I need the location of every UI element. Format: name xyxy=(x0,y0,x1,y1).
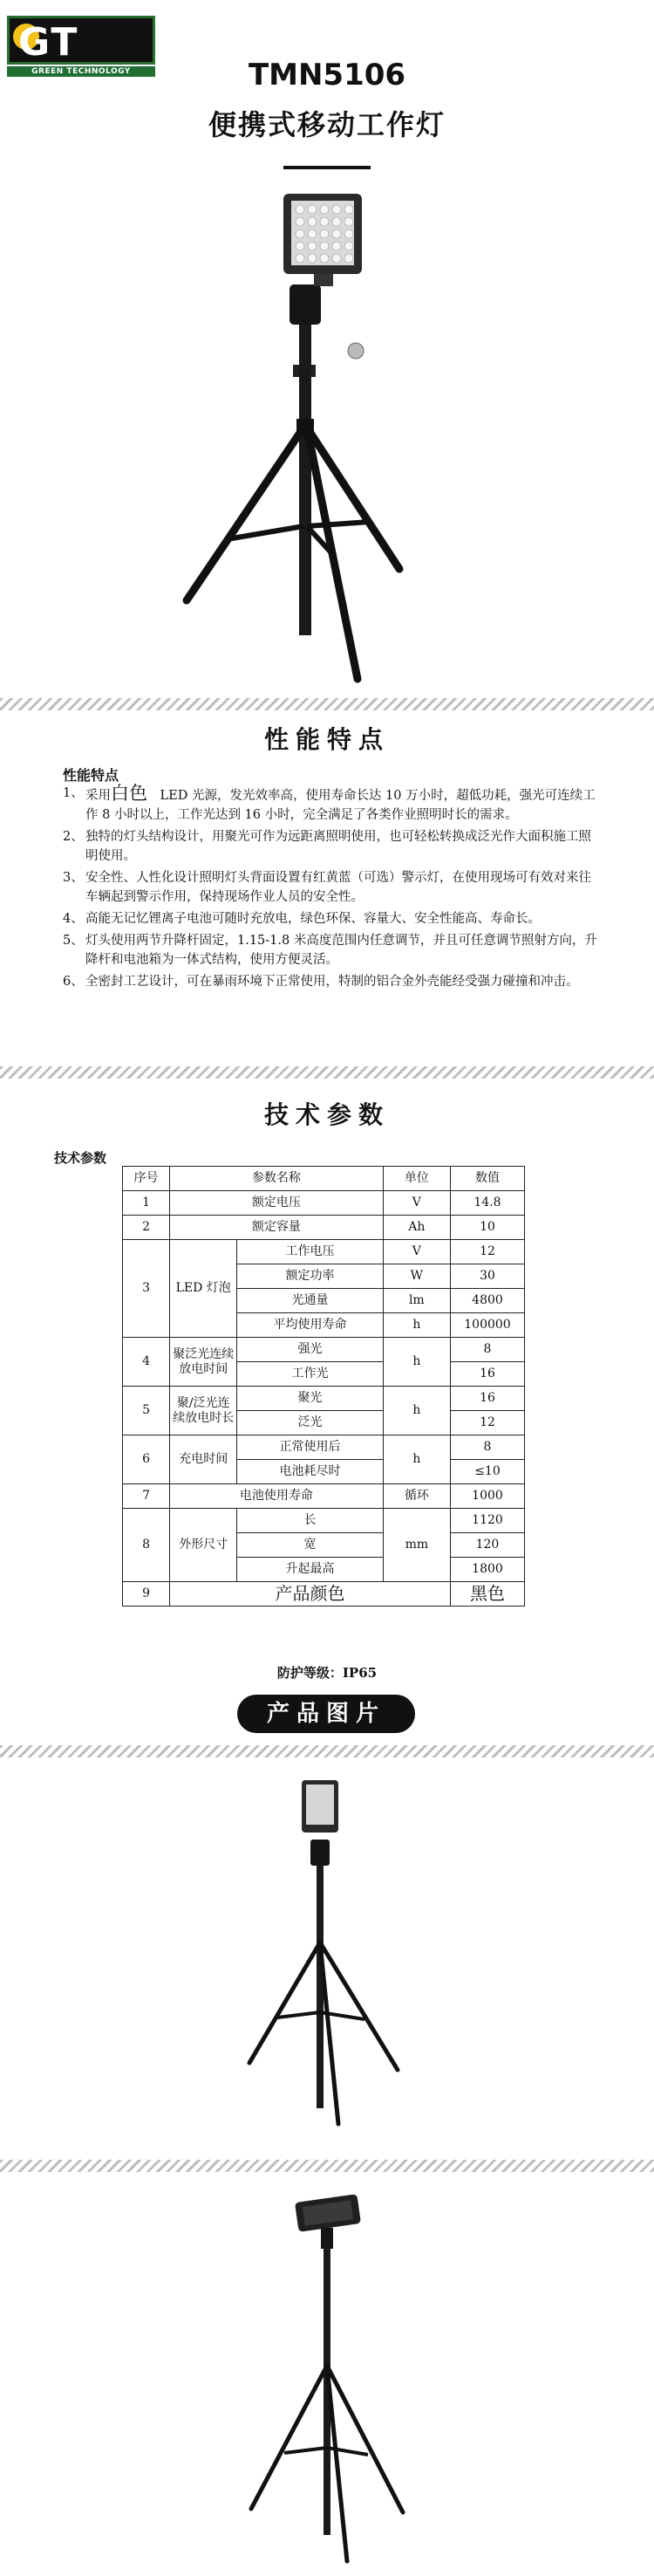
list-item xyxy=(63,909,602,928)
section-divider xyxy=(0,1745,654,1757)
table-cell: 3 xyxy=(123,1240,170,1338)
table-cell: 1 xyxy=(123,1191,170,1216)
table-cell: 宽 xyxy=(237,1533,383,1558)
table-cell: 循环 xyxy=(383,1484,450,1509)
emphasis-word: 白色 xyxy=(111,783,147,804)
table-cell: 2 xyxy=(123,1216,170,1240)
table-cell: W xyxy=(383,1264,450,1289)
list-item xyxy=(63,827,602,866)
table-row xyxy=(123,1435,525,1460)
section-divider xyxy=(0,698,654,710)
section-divider xyxy=(0,2160,654,2172)
table-cell: 电池使用寿命 xyxy=(170,1484,384,1509)
table-cell: 120 xyxy=(450,1533,524,1558)
table-cell: 正常使用后 xyxy=(237,1435,383,1460)
item-text: 全密封工艺设计，可在暴雨环境下正常使用，特制的铝合金外壳能经受强力碰撞和冲击。 xyxy=(85,975,579,989)
gallery-title: 产品图片 xyxy=(237,1695,415,1733)
table-cell: 4 xyxy=(123,1338,170,1387)
table-cell: 1800 xyxy=(450,1558,524,1582)
table-row xyxy=(123,1216,525,1240)
item-number: 6、 xyxy=(63,975,84,989)
table-cell: 光通量 xyxy=(237,1289,383,1313)
product-photo-2 xyxy=(244,2195,410,2566)
table-cell: ≤10 xyxy=(450,1460,524,1484)
section-divider xyxy=(0,1066,654,1079)
table-cell: 工作电压 xyxy=(237,1240,383,1264)
table-cell: 长 xyxy=(237,1509,383,1533)
table-cell: 平均使用寿命 xyxy=(237,1313,383,1338)
item-text-prefix: 采用 xyxy=(85,789,111,803)
table-cell: 10 xyxy=(450,1216,524,1240)
table-cell: 14.8 xyxy=(450,1191,524,1216)
table-cell: h xyxy=(383,1338,450,1387)
table-cell: 产品颜色 xyxy=(170,1582,451,1607)
header-cell: 数值 xyxy=(450,1167,524,1191)
table-cell: 黑色 xyxy=(450,1582,524,1607)
table-cell: 7 xyxy=(123,1484,170,1509)
features-section-title: 性能特点 xyxy=(263,725,390,754)
title-underline xyxy=(283,166,371,169)
features-heading: 性能特点 xyxy=(63,767,119,784)
product-title: 便携式移动工作灯 xyxy=(208,108,446,141)
header-cell: 序号 xyxy=(123,1167,170,1191)
model-number: TMN5106 xyxy=(248,58,406,92)
item-number: 1、 xyxy=(63,786,84,800)
table-cell: 16 xyxy=(450,1387,524,1411)
table-cell: 30 xyxy=(450,1264,524,1289)
specs-heading: 技术参数 xyxy=(54,1150,107,1166)
table-cell: 额定功率 xyxy=(237,1264,383,1289)
table-cell: 聚泛光连续放电时间 xyxy=(170,1338,237,1387)
list-item xyxy=(63,972,602,991)
table-row xyxy=(123,1582,525,1607)
table-cell: 1000 xyxy=(450,1484,524,1509)
table-cell: lm xyxy=(383,1289,450,1313)
table-cell: 9 xyxy=(123,1582,170,1607)
item-text: 灯头使用两节升降杆固定，1.15-1.8 米高度范围内任意调节，并且可任意调节照射方向，升降杆和电池箱为一体式结构，使用方便灵活。 xyxy=(85,934,597,967)
table-cell: 电池耗尽时 xyxy=(237,1460,383,1484)
hero-lamp-image xyxy=(174,190,436,688)
table-header-row xyxy=(123,1167,525,1191)
table-cell: 100000 xyxy=(450,1313,524,1338)
item-number: 3、 xyxy=(63,871,84,885)
product-photo-1 xyxy=(244,1780,410,2129)
table-row xyxy=(123,1387,525,1411)
list-item xyxy=(63,784,602,825)
table-cell: 4800 xyxy=(450,1289,524,1313)
table-cell: 12 xyxy=(450,1240,524,1264)
features-list xyxy=(63,784,602,994)
table-cell: mm xyxy=(383,1509,450,1582)
table-cell: 聚光 xyxy=(237,1387,383,1411)
table-cell: 泛光 xyxy=(237,1411,383,1435)
list-item xyxy=(63,868,602,907)
table-cell: 工作光 xyxy=(237,1362,383,1387)
table-cell: 12 xyxy=(450,1411,524,1435)
item-text-body: LED 光源，发光效率高，使用寿命长达 10 万小时，超低功耗，强光可连续工作 8 小时以上，工作光达到 16 小时，完全满足了各类作业照明时长的需求。 xyxy=(85,789,596,822)
table-cell: 1120 xyxy=(450,1509,524,1533)
table-row xyxy=(123,1338,525,1362)
specs-section-title: 技术参数 xyxy=(263,1100,390,1129)
table-cell: h xyxy=(383,1313,450,1338)
table-cell: 聚/泛光连续放电时长 xyxy=(170,1387,237,1435)
table-cell: Ah xyxy=(383,1216,450,1240)
logo-text: GT xyxy=(18,20,79,65)
table-cell: 8 xyxy=(450,1338,524,1362)
table-cell: V xyxy=(383,1191,450,1216)
header-cell: 单位 xyxy=(383,1167,450,1191)
item-text: 安全性、人性化设计照明灯头背面设置有红黄蓝（可选）警示灯，在使用现场可有效对来往车辆起到警示作用，保持现场作业人员的安全性。 xyxy=(85,871,591,904)
table-cell: V xyxy=(383,1240,450,1264)
table-cell: 额定容量 xyxy=(170,1216,384,1240)
item-number: 2、 xyxy=(63,830,84,844)
table-cell: 强光 xyxy=(237,1338,383,1362)
table-cell: 升起最高 xyxy=(237,1558,383,1582)
table-cell: 8 xyxy=(450,1435,524,1460)
item-number: 4、 xyxy=(63,912,84,926)
table-cell: 额定电压 xyxy=(170,1191,384,1216)
item-number: 5、 xyxy=(63,934,84,948)
table-cell: 8 xyxy=(123,1509,170,1582)
table-row xyxy=(123,1484,525,1509)
list-item xyxy=(63,931,602,969)
protection-rating: 防护等级：IP65 xyxy=(276,1665,378,1681)
table-cell: h xyxy=(383,1387,450,1435)
spec-table xyxy=(122,1166,525,1607)
header-cell: 参数名称 xyxy=(170,1167,384,1191)
table-row xyxy=(123,1240,525,1264)
item-text xyxy=(85,784,602,825)
table-cell: 外形尺寸 xyxy=(170,1509,237,1582)
table-cell: h xyxy=(383,1435,450,1484)
table-cell: 16 xyxy=(450,1362,524,1387)
table-row xyxy=(123,1191,525,1216)
item-text: 高能无记忆锂离子电池可随时充放电，绿色环保、容量大、安全性能高、寿命长。 xyxy=(85,912,541,926)
logo-subtext: GREEN TECHNOLOGY xyxy=(7,66,155,77)
table-cell: 6 xyxy=(123,1435,170,1484)
item-text: 独特的灯头结构设计，用聚光可作为远距离照明使用，也可轻松转换成泛光作大面积施工照明使用。 xyxy=(85,830,591,863)
table-cell: 5 xyxy=(123,1387,170,1435)
table-cell: 充电时间 xyxy=(170,1435,237,1484)
table-cell: LED 灯泡 xyxy=(170,1240,237,1338)
table-row xyxy=(123,1509,525,1533)
